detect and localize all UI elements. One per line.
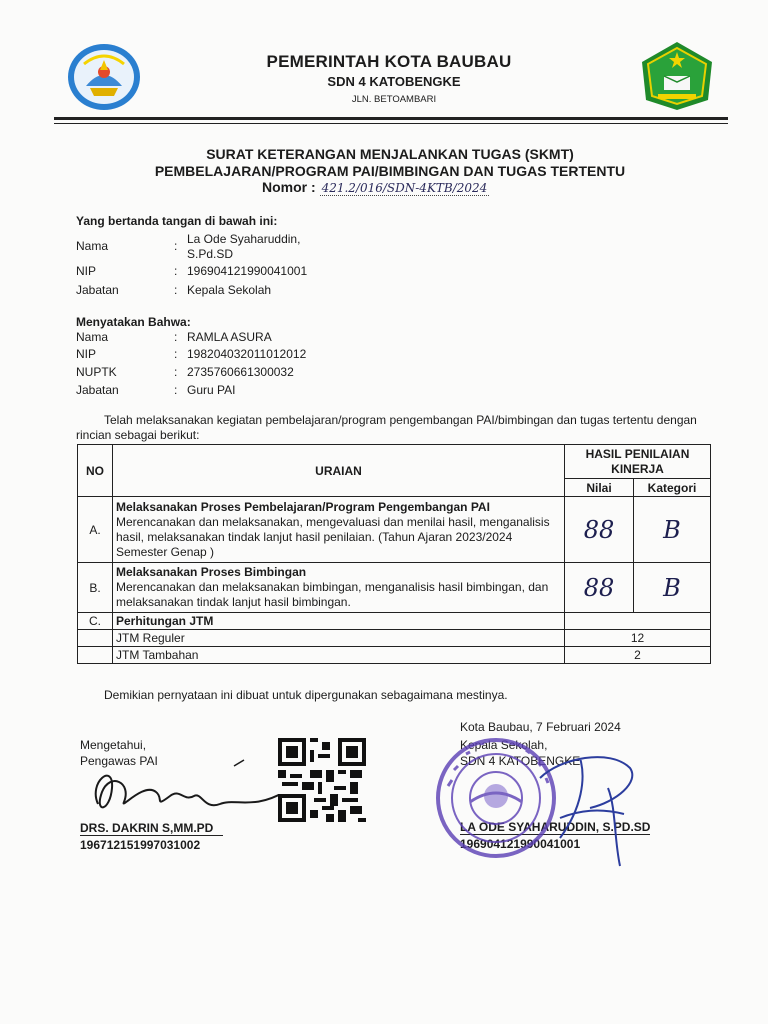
subject-nuptk-value: 2735760661300032 xyxy=(187,365,294,379)
signer-name-value-2: S.Pd.SD xyxy=(187,247,234,261)
subject-jabatan-label: Jabatan xyxy=(76,383,119,397)
jtm-tambahan-value: 2 xyxy=(565,647,711,664)
row-no: B. xyxy=(78,563,113,613)
principal-name: LA ODE SYAHARUDDIN, S.PD.SD xyxy=(460,820,651,834)
colon: : xyxy=(174,330,178,344)
header-hasil: HASIL PENILAIAN KINERJA xyxy=(565,445,711,479)
subject-name-label: Nama xyxy=(76,330,109,344)
subject-nip-label: NIP xyxy=(76,347,97,361)
performance-table xyxy=(77,444,711,664)
table-row xyxy=(78,497,711,563)
row-nilai: 88 xyxy=(565,563,634,613)
subject-heading: Menyatakan Bahwa: xyxy=(76,315,191,329)
colon: : xyxy=(174,264,178,278)
row-text: Merencanakan dan melaksanakan bimbingan, menganalisis hasil bimbingan, dan melaksanakan tindak lanjut hasil bimbingan. xyxy=(116,580,549,609)
nomor-value: 421.2/016/SDN-4KTB/2024 xyxy=(321,181,488,195)
colon: : xyxy=(174,383,178,397)
nomor-label: Nomor : xyxy=(262,179,316,195)
row-kategori: B xyxy=(634,563,711,613)
document-title: SURAT KETERANGAN MENJALANKAN TUGAS (SKMT) xyxy=(206,146,574,162)
colon: : xyxy=(174,365,178,379)
row-description xyxy=(113,563,565,613)
row-title: Melaksanakan Proses Bimbingan xyxy=(116,565,307,579)
subject-name-value: RAMLA ASURA xyxy=(187,330,272,344)
row-nilai: 88 xyxy=(565,497,634,563)
document-number xyxy=(262,179,489,195)
principal-nip: 196904121990041001 xyxy=(460,837,581,851)
table-row xyxy=(78,563,711,613)
principal-school: SDN 4 KATOBENGKE xyxy=(460,754,581,768)
row-no-empty xyxy=(78,630,113,647)
table-row xyxy=(78,630,711,647)
colon: : xyxy=(174,239,178,253)
supervisor-title: Pengawas PAI xyxy=(80,754,158,768)
acknowledged-label: Mengetahui, xyxy=(80,738,147,752)
principal-title: Kepala Sekolah, xyxy=(460,738,548,752)
signer-name-value-1: La Ode Syaharuddin, xyxy=(187,232,301,246)
table-header-row xyxy=(78,445,711,479)
government-name: PEMERINTAH KOTA BAUBAU xyxy=(266,52,512,71)
signer-heading: Yang bertanda tangan di bawah ini: xyxy=(76,214,278,228)
header-divider-thin xyxy=(54,123,728,124)
jtm-tambahan-label: JTM Tambahan xyxy=(113,647,565,664)
row-no: C. xyxy=(78,613,113,630)
signer-nip-label: NIP xyxy=(76,264,97,278)
header-no: NO xyxy=(78,445,113,497)
row-text: Merencanakan dan melaksanakan, mengevaluasi dan menilai hasil, menganalisis hasil, melaksanakan tindak lanjut hasil penilaian. (Tahun Ajaran 2023/2024 Semester Genap ) xyxy=(116,514,550,559)
supervisor-nip: 196712151997031002 xyxy=(80,838,201,852)
place-date: Kota Baubau, 7 Februari 2024 xyxy=(460,720,621,734)
signer-nip-value: 196904121990041001 xyxy=(187,264,308,278)
closing-statement: Demikian pernyataan ini dibuat untuk dipergunakan sebagaimana mestinya. xyxy=(104,688,508,702)
header-nilai: Nilai xyxy=(565,479,634,497)
row-no-empty xyxy=(78,647,113,664)
row-no: A. xyxy=(78,497,113,563)
signer-jabatan-label: Jabatan xyxy=(76,283,119,297)
jtm-blank xyxy=(565,613,711,630)
jtm-title: Perhitungan JTM xyxy=(113,613,565,630)
row-description xyxy=(113,497,565,563)
qr-code xyxy=(278,738,366,822)
supervisor-name: DRS. DAKRIN S,MM.PD xyxy=(80,821,223,836)
signer-jabatan-value: Kepala Sekolah xyxy=(187,283,272,297)
principal-signature xyxy=(520,748,650,868)
school-name: SDN 4 KATOBENGKE xyxy=(327,74,461,89)
subject-jabatan-value: Guru PAI xyxy=(187,383,236,397)
jtm-reguler-value: 12 xyxy=(565,630,711,647)
table-row xyxy=(78,613,711,630)
subject-nip-value: 198204032011012012 xyxy=(187,347,307,361)
colon: : xyxy=(174,283,178,297)
subject-nuptk-label: NUPTK xyxy=(76,365,117,379)
school-address: JLN. BETOAMBARI xyxy=(351,94,437,105)
document-subtitle: PEMBELAJARAN/PROGRAM PAI/BIMBINGAN DAN TUGAS TERTENTU xyxy=(154,163,626,179)
intro-paragraph: Telah melaksanakan kegiatan pembelajaran/program pengembangan PAI/bimbingan dan tugas tertentu dengan rincian sebagai berikut: xyxy=(76,413,697,442)
table-row xyxy=(78,647,711,664)
header-divider-thick xyxy=(54,117,728,120)
header-kategori: Kategori xyxy=(634,479,711,497)
row-title: Melaksanakan Proses Pembelajaran/Program Pengembangan PAI xyxy=(116,499,490,514)
jtm-reguler-label: JTM Reguler xyxy=(113,630,565,647)
colon: : xyxy=(174,347,178,361)
row-kategori: B xyxy=(634,497,711,563)
header-uraian: URAIAN xyxy=(113,445,565,497)
signer-name-label: Nama xyxy=(76,239,109,253)
